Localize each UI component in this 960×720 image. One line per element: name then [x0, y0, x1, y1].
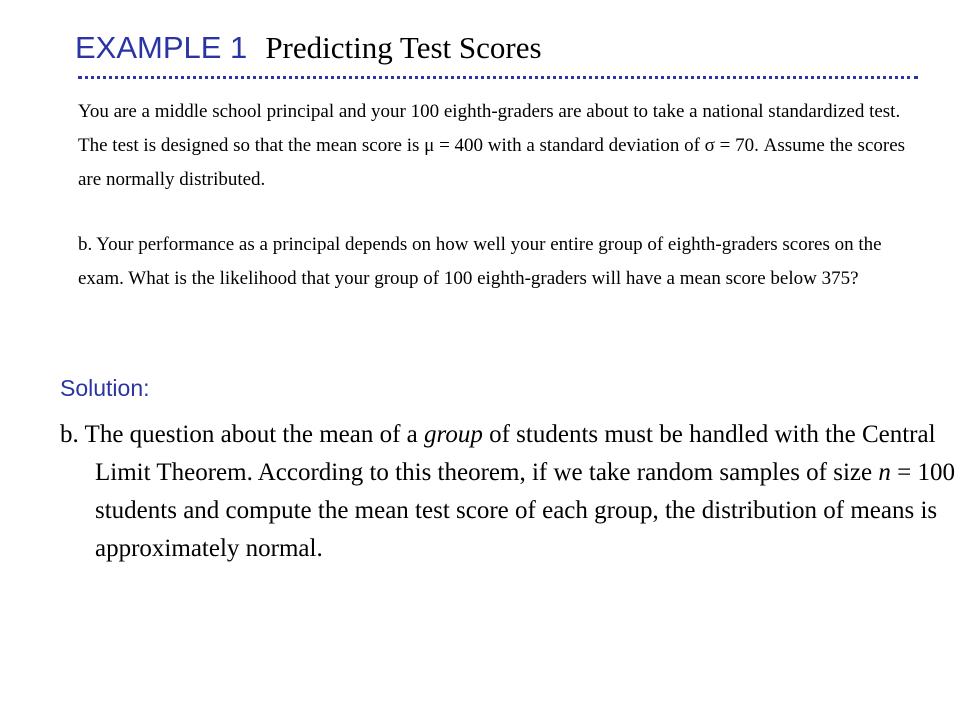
mu-symbol: μ: [424, 135, 435, 156]
problem-text-2: = 400 with a standard deviation of: [434, 135, 705, 156]
solution-heading: Solution:: [60, 375, 150, 401]
sigma-symbol: σ: [704, 135, 715, 156]
problem-text-1: You are a middle school principal and your 100 eighth-graders are about to take a national standardized test. The test is designed so that the mean score is: [78, 101, 901, 156]
solution-text-2: of students must be handled with the Central Limit Theorem. According to this theorem, if we take random samples of size: [95, 421, 936, 486]
solution-part-b: [60, 416, 960, 568]
slide-header: [75, 30, 542, 66]
solution-text-3: = 100 students and compute the mean test score of each group, the distribution of means is approximately normal.: [95, 459, 955, 562]
slide-title: Predicting Test Scores: [265, 30, 542, 65]
group-emphasis: group: [424, 421, 483, 448]
problem-statement: [78, 95, 918, 197]
solution-text-1: b. The question about the mean of a: [60, 421, 425, 448]
problem-part-b: b. Your performance as a principal depends on how well your entire group of eighth-graders scores on the exam. What is the likelihood that your group of 100 eighth-graders will have a mean score below 375?: [78, 234, 882, 289]
n-variable: n: [878, 459, 891, 486]
problem-text-3: = 70. Assume the scores are normally distributed.: [78, 135, 906, 190]
example-label: EXAMPLE 1: [75, 30, 248, 65]
dotted-divider: [78, 76, 918, 79]
